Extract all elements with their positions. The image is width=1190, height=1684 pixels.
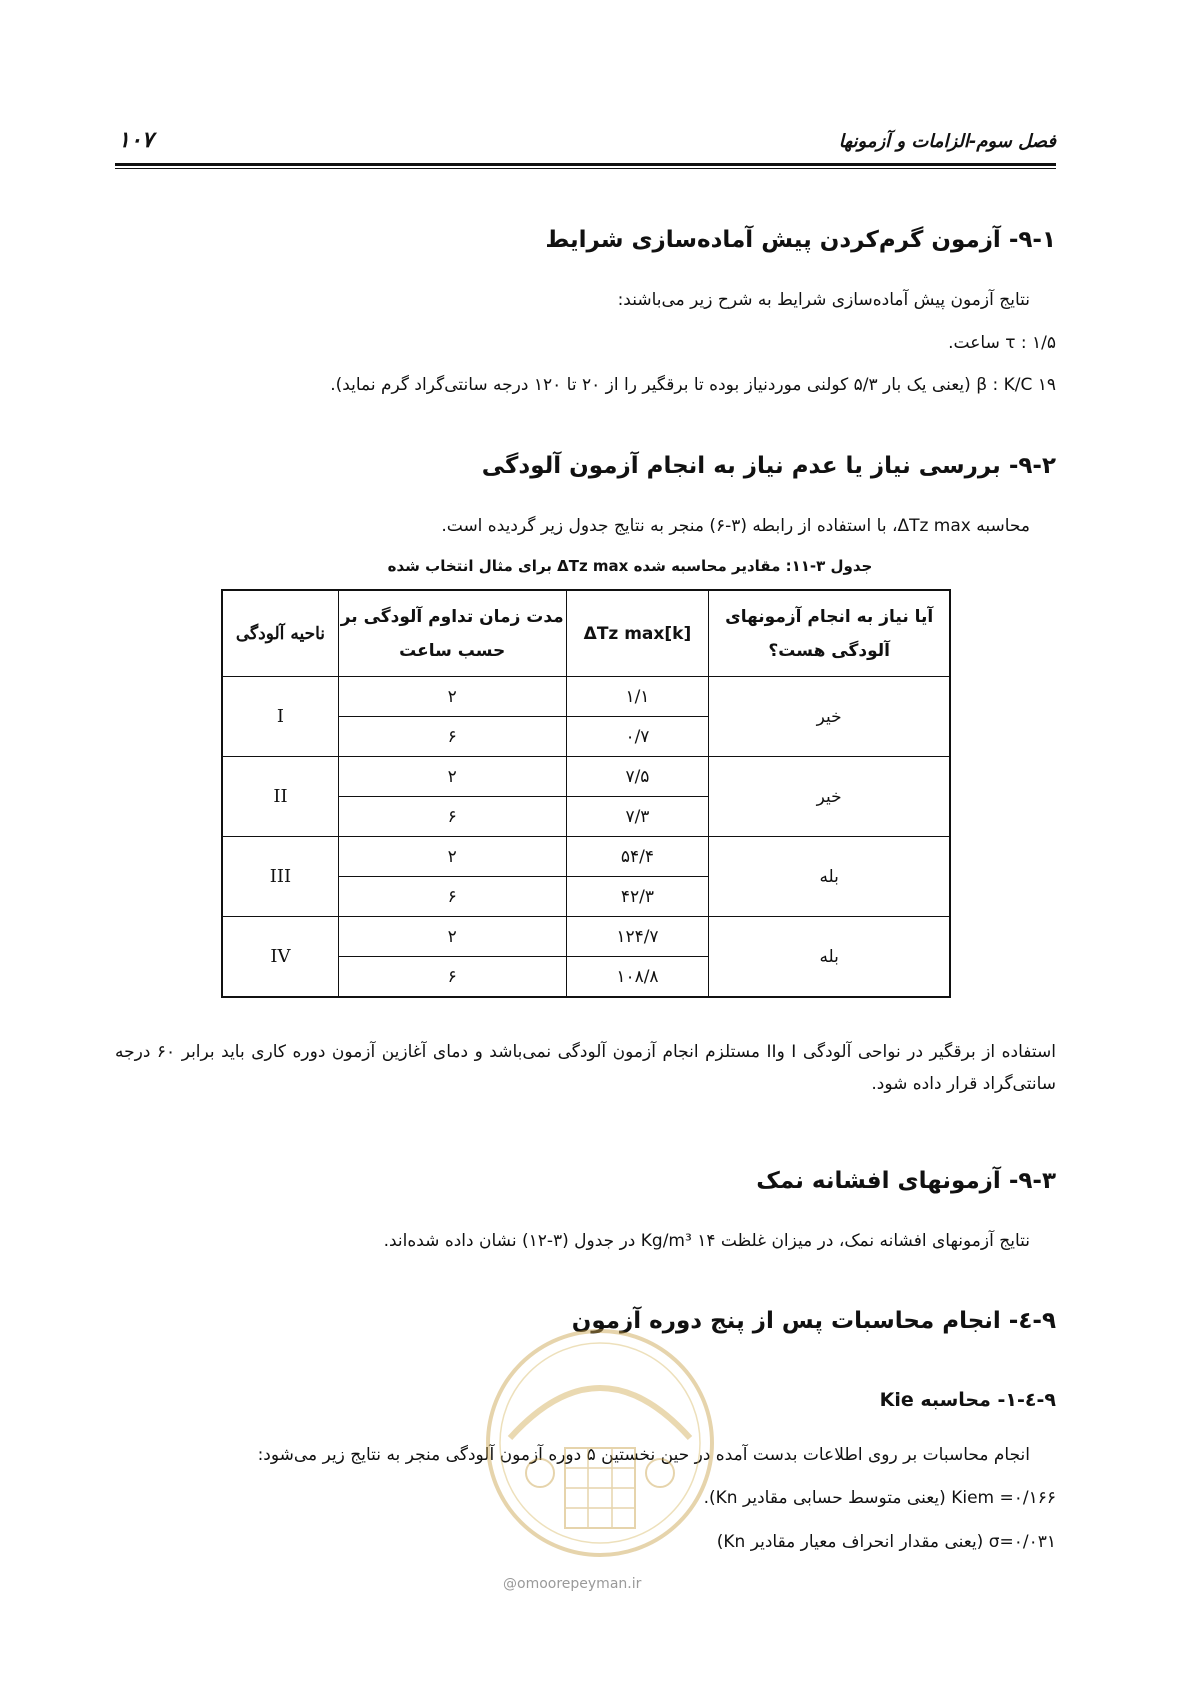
- delta-cell: ۱۰۸/۸: [566, 957, 709, 998]
- duration-cell: ۲: [338, 757, 566, 797]
- duration-cell: ۶: [338, 877, 566, 917]
- table-row: [222, 757, 950, 797]
- table-conclusion-paragraph: استفاده از برقگیر در نواحی آلودگی I وII مستلزم انجام آزمون آلودگی نمی‌باشد و دمای آغازین آزمون دوره کاری باید برابر ۶۰ درجه سانتی‌گراد قرار داده شود.: [115, 1042, 1056, 1094]
- delta-cell: ۴۲/۳: [566, 877, 709, 917]
- header-needed: آیا نیاز به انجام آزمونهای آلودگی هست؟: [709, 590, 950, 677]
- delta-cell: ۷/۵: [566, 757, 709, 797]
- section-9-4-heading: ۹-٤- انجام محاسبات پس از پنج دوره آزمون: [571, 1308, 1056, 1334]
- watermark-text: @omoorepeyman.ir: [503, 1576, 642, 1592]
- table-caption: جدول ۳-۱۱: مقادیر محاسبه شده ΔTz max برای مثال انتخاب شده: [387, 557, 873, 575]
- table-row: [222, 677, 950, 717]
- sigma-line: σ=۰/۰۳۱ (یعنی مقدار انحراف معیار مقادیر Kn): [716, 1532, 1056, 1552]
- section-9-4-1-text: انجام محاسبات بر روی اطلاعات بدست آمده در حین نخستین ۵ دوره آزمون آلودگی منجر به نتایج زیر می‌شود:: [257, 1445, 1030, 1465]
- zone-cell: III: [222, 837, 338, 917]
- delta-cell: ۱۲۴/۷: [566, 917, 709, 957]
- section-9-2-heading: ۹-۲- بررسی نیاز یا عدم نیاز به انجام آزمون آلودگی: [481, 453, 1056, 479]
- section-9-1-intro: نتایج آزمون پیش آماده‌سازی شرایط به شرح زیر می‌باشند:: [617, 290, 1030, 310]
- needed-cell: خیر: [709, 677, 950, 757]
- table-row: [222, 917, 950, 957]
- section-9-4-1-heading: ۹-٤-۱- محاسبه Kie: [879, 1389, 1056, 1411]
- section-9-3-text: نتایج آزمونهای افشانه نمک، در میزان غلظت ۱۴ Kg/m³ در جدول (۳-۱۲) نشان داده شده‌اند.: [383, 1231, 1030, 1251]
- zone-cell: II: [222, 757, 338, 837]
- delta-cell: ۵۴/۴: [566, 837, 709, 877]
- duration-cell: ۶: [338, 957, 566, 998]
- header-rule-thick: [115, 163, 1056, 166]
- section-9-2-intro: محاسبه ΔTz max، با استفاده از رابطه (۳-۶) منجر به نتایج جدول زیر گردیده است.: [441, 516, 1030, 536]
- zone-cell: I: [222, 677, 338, 757]
- needed-cell: خیر: [709, 757, 950, 837]
- table-header-row: [222, 590, 950, 677]
- duration-cell: ۲: [338, 837, 566, 877]
- zone-cell: IV: [222, 917, 338, 998]
- duration-cell: ۶: [338, 797, 566, 837]
- section-9-3-heading: ۹-۳- آزمونهای افشانه نمک: [756, 1168, 1056, 1194]
- needed-cell: بله: [709, 917, 950, 998]
- header-zone: ناحیه آلودگی: [222, 590, 338, 677]
- section-9-1-heading: ۹-۱- آزمون گرم‌کردن پیش آماده‌سازی شرایط: [545, 227, 1056, 253]
- watermark-logo: [480, 1318, 720, 1578]
- beta-line: β : K/C ۱۹ (یعنی یک بار ۵/۳ کولنی موردنیاز بوده تا برقگیر را از ۲۰ تا ۱۲۰ درجه سانتی‌گراد گرم نماید).: [330, 375, 1056, 395]
- delta-cell: ۰/۷: [566, 717, 709, 757]
- delta-cell: ۱/۱: [566, 677, 709, 717]
- duration-cell: ۶: [338, 717, 566, 757]
- duration-cell: ۲: [338, 917, 566, 957]
- chapter-title: فصل سوم-الزامات و آزمونها: [838, 131, 1056, 152]
- delta-t-table: [221, 589, 951, 998]
- tau-line: τ : ۱/۵ ساعت.: [948, 333, 1056, 353]
- table-row: [222, 837, 950, 877]
- kiem-line: Kiem =۰/۱۶۶ (یعنی متوسط حسابی مقادیر Kn).: [703, 1488, 1056, 1508]
- header-rule-thin: [115, 168, 1056, 169]
- needed-cell: بله: [709, 837, 950, 917]
- delta-cell: ۷/۳: [566, 797, 709, 837]
- header-delta: ΔTz max[k]: [566, 590, 709, 677]
- header-duration: مدت زمان تداوم آلودگی بر حسب ساعت: [338, 590, 566, 677]
- page-number: ۱۰۷: [118, 128, 154, 153]
- duration-cell: ۲: [338, 677, 566, 717]
